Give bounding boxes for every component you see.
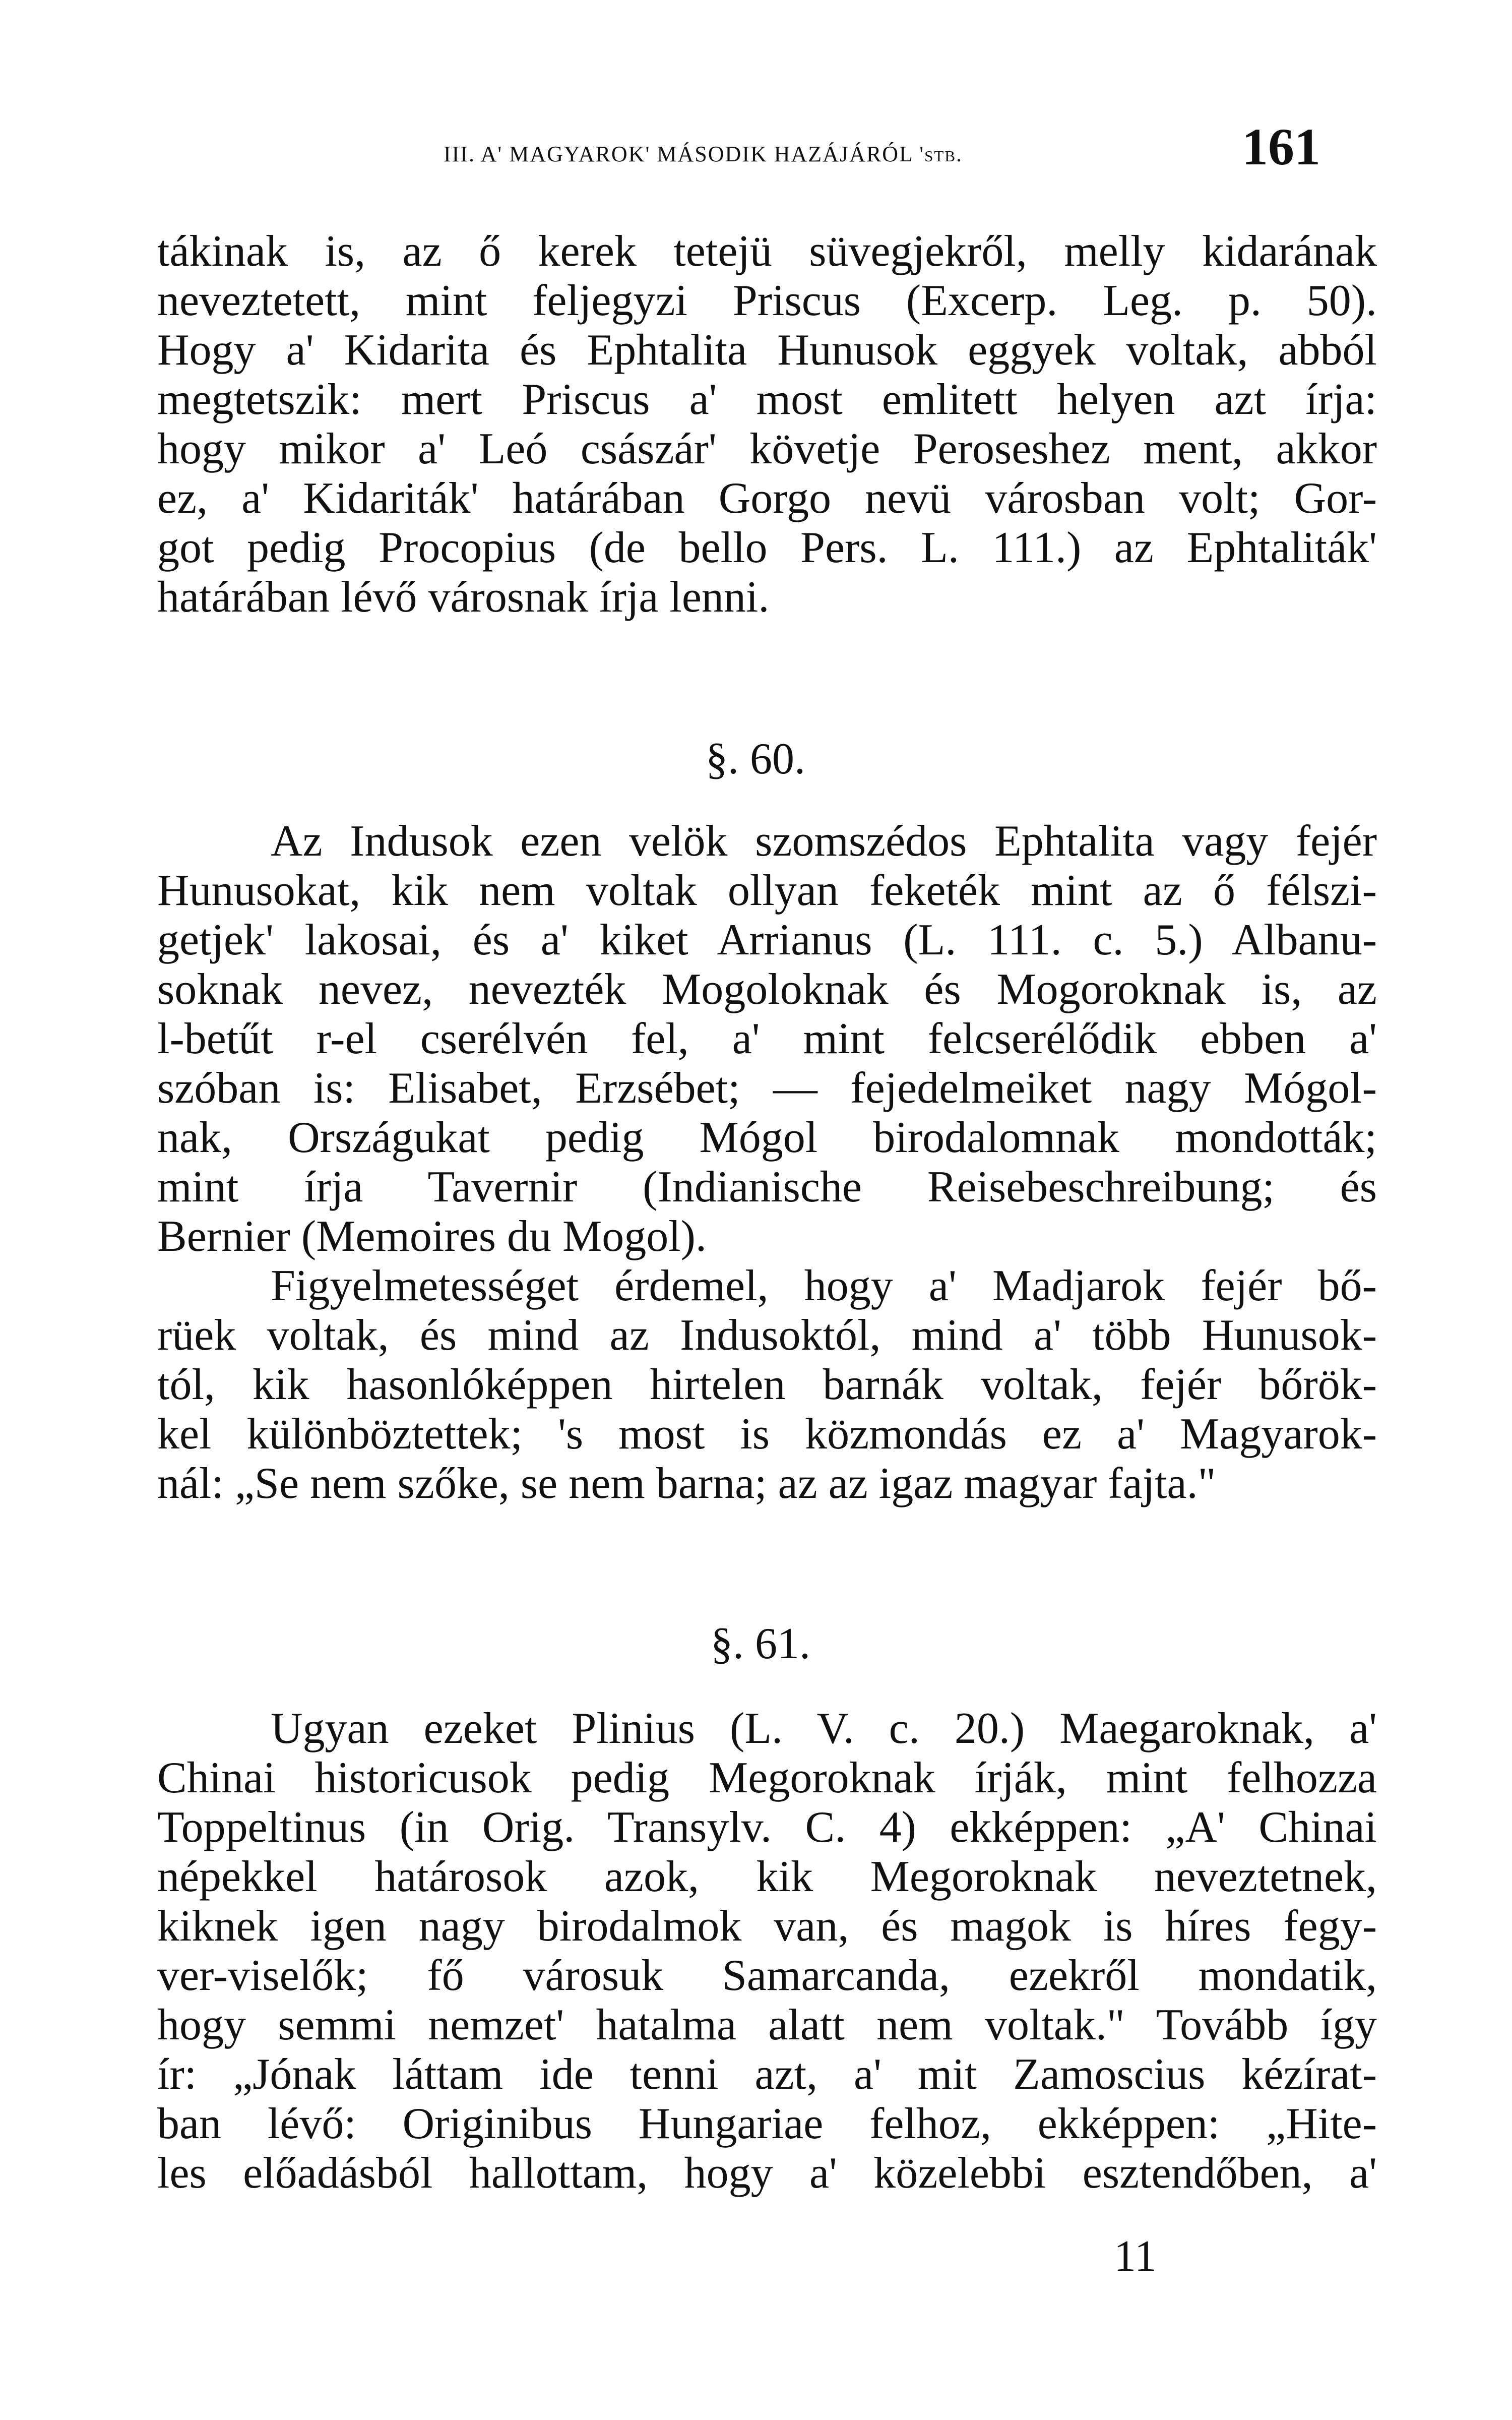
- text-line: Bernier (Memoires du Mogol).: [157, 1212, 707, 1261]
- text-line: hogy semmi nemzet' hatalma alatt nem voltak." Tovább így: [157, 2001, 1377, 2049]
- text-line: határában lévő városnak írja lenni.: [157, 573, 770, 622]
- section-heading-61: §. 61.: [711, 1619, 810, 1668]
- text-line: got pedig Procopius (de bello Pers. L. 111.) az Ephtaliták': [157, 523, 1377, 572]
- text-line: kiknek igen nagy birodalmok van, és magok is híres fegy-: [157, 1902, 1377, 1951]
- text-line: nál: „Se nem szőke, se nem barna; az az igaz magyar fajta.": [157, 1459, 1216, 1508]
- text-line: hogy mikor a' Leó császár' követje Peroseshez ment, akkor: [157, 425, 1377, 473]
- text-line: népekkel határosok azok, kik Megoroknak neveztetnek,: [157, 1852, 1377, 1901]
- text-line: tákinak is, az ő kerek tetejü süvegjekről, melly kidarának: [157, 227, 1377, 276]
- text-line: l-betűt r-el cserélvén fel, a' mint felcserélődik ebben a': [157, 1014, 1377, 1063]
- text-line: getjek' lakosai, és a' kiket Arrianus (L. 111. c. 5.) Albanu-: [157, 916, 1377, 964]
- body-text-section-60: [157, 817, 1377, 1508]
- text-line: Chinai historicusok pedig Megoroknak írják, mint felhozza: [157, 1753, 1377, 1802]
- text-line: Figyelmetességet érdemel, hogy a' Madjarok fejér bő-: [271, 1261, 1377, 1310]
- text-line: ver-viselők; fő városuk Samarcanda, ezekről mondatik,: [157, 1951, 1377, 2000]
- text-line: rüek voltak, és mind az Indusoktól, mind a' több Hunusok-: [157, 1311, 1377, 1360]
- text-line: megtetszik: mert Priscus a' most emlitett helyen azt írja:: [157, 375, 1377, 424]
- text-line: les előadásból hallottam, hogy a' közelebbi esztendőben, a': [157, 2149, 1377, 2198]
- text-line: Toppeltinus (in Orig. Transylv. C. 4) ekképpen: „A' Chinai: [157, 1803, 1377, 1852]
- text-line: soknak nevez, nevezték Mogoloknak és Mogoroknak is, az: [157, 965, 1377, 1014]
- text-line: szóban is: Elisabet, Erzsébet; — fejedelmeiket nagy Mógol-: [157, 1064, 1377, 1113]
- text-line: nak, Országukat pedig Mógol birodalomnak mondották;: [157, 1113, 1377, 1162]
- text-line: Ugyan ezeket Plinius (L. V. c. 20.) Maegaroknak, a': [271, 1704, 1377, 1753]
- text-line: neveztetett, mint feljegyzi Priscus (Excerp. Leg. p. 50).: [157, 276, 1377, 325]
- body-text: [157, 227, 1377, 622]
- text-line: ír: „Jónak láttam ide tenni azt, a' mit Zamoscius kézírat-: [157, 2050, 1377, 2099]
- page-number: 161: [1242, 118, 1320, 176]
- paragraph-3: [157, 1261, 1377, 1508]
- text-line: Hogy a' Kidarita és Ephtalita Hunusok eggyek voltak, abból: [157, 326, 1377, 375]
- text-line: Hunusokat, kik nem voltak ollyan feketék mint az ő félszi-: [157, 866, 1377, 915]
- running-header: [444, 117, 1320, 177]
- text-line: tól, kik hasonlóképpen hirtelen barnák voltak, fejér bőrök-: [157, 1360, 1377, 1409]
- text-line: ban lévő: Originibus Hungariae felhoz, ekképpen: „Hite-: [157, 2099, 1377, 2148]
- paragraph-2: [157, 817, 1377, 1261]
- body-text-section-61: [157, 1704, 1377, 2198]
- running-title: III. A' MAGYAROK' MÁSODIK HAZÁJÁRÓL 'stb.: [444, 142, 963, 166]
- text-line: Az Indusok ezen velök szomszédos Ephtalita vagy fejér: [271, 817, 1377, 866]
- signature-mark: 11: [1114, 2232, 1157, 2281]
- text-line: kel különböztettek; 's most is közmondás ez a' Magyarok-: [157, 1410, 1377, 1459]
- text-line: ez, a' Kidariták' határában Gorgo nevü városban volt; Gor-: [157, 474, 1377, 523]
- section-heading-60: §. 60.: [706, 735, 805, 783]
- paragraph-4: [157, 1704, 1377, 2198]
- text-line: mint írja Tavernir (Indianische Reisebeschreibung; és: [157, 1163, 1377, 1212]
- paragraph-1: [157, 227, 1377, 622]
